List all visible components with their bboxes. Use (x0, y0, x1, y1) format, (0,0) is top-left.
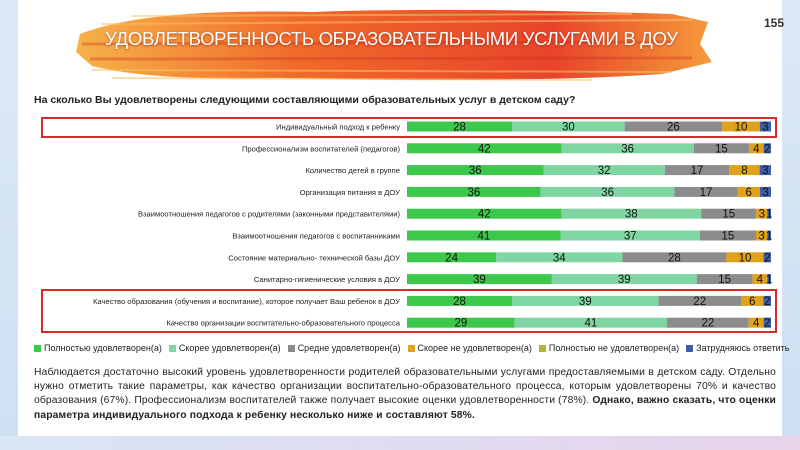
legend-swatch (408, 345, 415, 352)
data-label: 15 (722, 208, 736, 221)
data-label: 37 (623, 230, 637, 243)
data-label: 3 (762, 121, 769, 134)
data-label: 2 (764, 252, 771, 265)
data-label: 4 (753, 143, 760, 156)
survey-question: На сколько Вы удовлетворены следующими составляющими образовательных услуг в детском саду? (34, 94, 576, 106)
legend-label: Средне удовлетворен(а) (297, 343, 401, 353)
highlight-box-individual-approach (41, 117, 777, 138)
legend-swatch (686, 345, 693, 352)
data-label: 28 (453, 295, 466, 308)
category-label: Индивидуальный подход к ребенку (276, 122, 400, 132)
data-label: 36 (621, 143, 635, 156)
legend-item (34, 343, 162, 353)
legend-label: Полностью не удовлетворен(а) (548, 343, 680, 353)
category-label: Качество организации воспитательно-образовательного процесса (166, 318, 400, 328)
data-label: 4 (756, 274, 764, 287)
data-label: 39 (578, 295, 592, 308)
highlight-box-education-quality (41, 289, 777, 333)
category-label: Взаимоотношения педагогов с родителями (законными представителями) (137, 209, 400, 219)
legend-label: Затрудняюсь ответить (696, 343, 790, 353)
data-label: 8 (741, 165, 748, 178)
data-label: 39 (473, 274, 486, 287)
data-label: 28 (453, 121, 466, 134)
data-label: 2 (764, 143, 771, 156)
data-label: 1 (765, 208, 773, 221)
summary-text: Наблюдается достаточно высокий уровень удовлетворенности родителей образовательными услугами предоставляемыми в детском саду. Отдельно нужно отметить такие параметры, как качество организации воспитательно-образовательного процесса, которым удовлетворены 70% и качество образования (67%). Профессионализм воспитателей также получает высокие оценки удовлетворенности (78%). (34, 367, 776, 407)
data-label: 15 (721, 230, 735, 243)
data-label: 26 (667, 121, 680, 134)
legend-label: Скорее не удовлетворен(а) (417, 343, 532, 353)
legend-label: Скорее удовлетворен(а) (178, 343, 281, 353)
summary-paragraph (34, 366, 776, 423)
data-label: 34 (552, 252, 566, 265)
data-label: 38 (624, 208, 638, 221)
chart-legend (34, 343, 789, 353)
legend-swatch (169, 345, 176, 352)
data-label: 24 (445, 252, 458, 265)
data-label: 42 (477, 143, 491, 156)
legend-item (539, 343, 679, 353)
data-label: 42 (477, 208, 491, 221)
legend-item (169, 343, 281, 353)
data-label: 17 (699, 186, 713, 199)
data-label: 36 (467, 186, 481, 199)
data-label: 29 (454, 317, 468, 330)
data-label: 1 (765, 274, 773, 287)
data-label: 22 (701, 317, 715, 330)
data-label: 2 (764, 317, 771, 330)
data-label: 3 (758, 208, 766, 221)
category-label: Профессионализм воспитателей (педагогов) (241, 144, 400, 154)
legend-item (408, 343, 532, 353)
data-label: 10 (738, 252, 752, 265)
data-label: 1 (765, 230, 773, 243)
data-label: 36 (601, 186, 614, 199)
summary-bold-text: Однако, важно сказать, что оценки параметра индивидуального подхода к ребенку несколько ниже и составляют 58%. (34, 395, 776, 421)
data-label: 6 (745, 186, 752, 199)
category-label: Санитарно-гигиенические условия в ДОУ (253, 275, 400, 285)
category-label: Качество образования (обучения и воспитание), которое получает Ваш ребенок в ДОУ (93, 296, 400, 306)
category-label: Взаимоотношения педагогов с воспитанниками (232, 231, 400, 241)
data-label: 39 (617, 274, 631, 287)
legend-swatch (288, 345, 295, 352)
data-label: 32 (597, 165, 611, 178)
data-label: 15 (714, 143, 728, 156)
data-label: 6 (749, 295, 756, 308)
data-label: 4 (752, 317, 760, 330)
data-label: 28 (668, 252, 681, 265)
data-label: 22 (693, 295, 707, 308)
data-label: 30 (561, 121, 575, 134)
data-label: 2 (764, 295, 771, 308)
category-label: Состояние материально- технической базы ДОУ (228, 253, 400, 263)
category-label: Организация питания в ДОУ (299, 187, 400, 197)
data-label: 41 (477, 230, 491, 243)
data-label: 36 (468, 165, 482, 178)
legend-swatch (34, 345, 41, 352)
data-label: 3 (762, 186, 769, 199)
legend-swatch (539, 345, 546, 352)
data-label: 17 (690, 165, 704, 178)
page-number: 155 (764, 16, 785, 30)
data-label: 3 (758, 230, 765, 243)
category-label: Количество детей в группе (305, 166, 400, 176)
page-title: УДОВЛЕТВОРЕННОСТЬ ОБРАЗОВАТЕЛЬНЫМИ УСЛУГАМИ В ДОУ (105, 28, 678, 49)
data-label: 3 (762, 165, 769, 178)
legend-label: Полностью удовлетворен(а) (44, 343, 162, 353)
data-label: 41 (584, 317, 598, 330)
legend-item (686, 343, 789, 353)
legend-item (288, 343, 401, 353)
data-label: 15 (718, 274, 731, 287)
data-label: 10 (734, 121, 748, 134)
